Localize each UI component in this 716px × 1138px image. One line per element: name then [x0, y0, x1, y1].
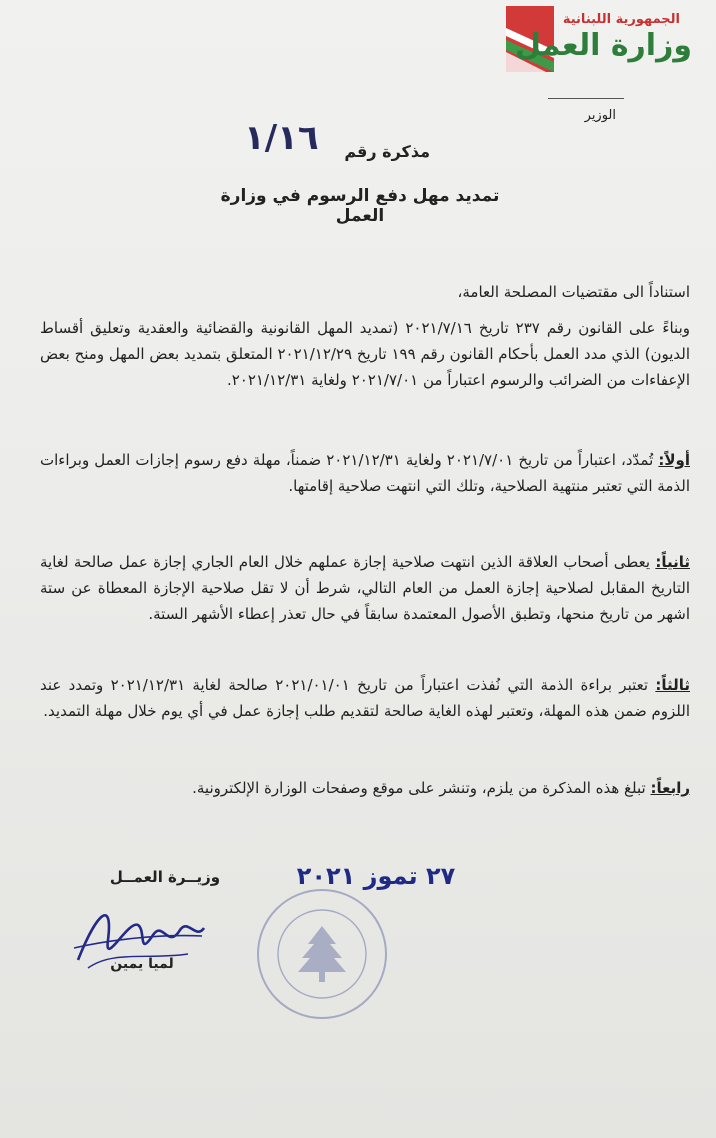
clause-second-lead: ثانياً:	[655, 553, 690, 571]
clause-second	[40, 550, 690, 627]
clause-third-lead: ثالثاً:	[655, 676, 690, 694]
minister-label: الوزير	[584, 108, 616, 123]
minister-divider	[548, 98, 624, 99]
memo-number	[240, 118, 430, 164]
official-seal-icon	[252, 884, 392, 1024]
clause-first-text: تُمدّد، اعتباراً من تاريخ ٢٠٢١/٧/٠١ ولغاية ٢٠٢١/١٢/٣١ ضمناً، مهلة دفع رسوم إجازات العمل وبراءات الذمة التي تعتبر منتهية الصلاحية، وتلك التي انتهت صلاحية إقامتها.	[40, 451, 690, 495]
logo-ministry-text: وزارة العمل	[515, 28, 692, 63]
clause-third	[40, 673, 690, 725]
clause-fourth-lead: رابعاً:	[650, 779, 690, 797]
memo-number-label: مذكرة رقم	[344, 142, 430, 161]
clause-first	[40, 448, 690, 500]
signer-name: لميا يمين	[110, 956, 174, 972]
clause-first-lead: أولاً:	[658, 451, 690, 469]
logo-republic-text: الجمهورية اللبنانية	[562, 12, 680, 27]
intro-paragraph: استناداً الى مقتضيات المصلحة العامة،	[457, 283, 690, 301]
basis-paragraph: وبناءً على القانون رقم ٢٣٧ تاريخ ٢٠٢١/٧/١٦ (تمديد المهل القانونية والقضائية والعقدية وتعليق أقساط الديون) الذي مدد العمل بأحكام القانون رقم ١٩٩ تاريخ ٢٠٢١/١٢/٢٩ المتعلق بتمديد بعض المهل ومنح بعض الإعفاءات من الضرائب والرسوم اعتباراً من ٢٠٢١/٧/٠١ ولغاية ٢٠٢١/١٢/٣١.	[40, 319, 690, 389]
clause-fourth-text: تبلغ هذه المذكرة من يلزم، وتنشر على موقع وصفحات الوزارة الإلكترونية.	[192, 779, 646, 797]
clause-fourth	[40, 776, 690, 802]
clause-second-text: يعطى أصحاب العلاقة الذين انتهت صلاحية إجازة عملهم خلال العام الجاري إجازة عمل صالحة لغاية التاريخ المقابل لصلاحية إجازة العمل من العام التالي، شرط أن لا تقل صلاحية الإجازة المعطاة عن ستة اشهر من تاريخ منحها، وتطبق الأصول المعتمدة سابقاً في حال تعذر إعطاء الأشهر الستة.	[40, 553, 690, 623]
memo-number-value: ١/١٦	[244, 118, 319, 158]
signatory-title: وزيــرة العمــل	[109, 868, 221, 886]
date-stamp: ٢٧ تموز ٢٠٢١	[296, 862, 456, 890]
memo-title: تمديد مهل دفع الرسوم في وزارة العمل	[220, 186, 500, 226]
ministry-logo	[506, 6, 704, 74]
clause-third-text: تعتبر براءة الذمة التي نُفذت اعتباراً من تاريخ ٢٠٢١/٠١/٠١ صالحة لغاية ٢٠٢١/١٢/٣١ وتمدد عند اللزوم ضمن هذه المهلة، وتعتبر لهذه الغاية صالحة لتقديم طلب إجازة عمل في أي يوم خلال مهلة التمديد.	[40, 676, 690, 720]
